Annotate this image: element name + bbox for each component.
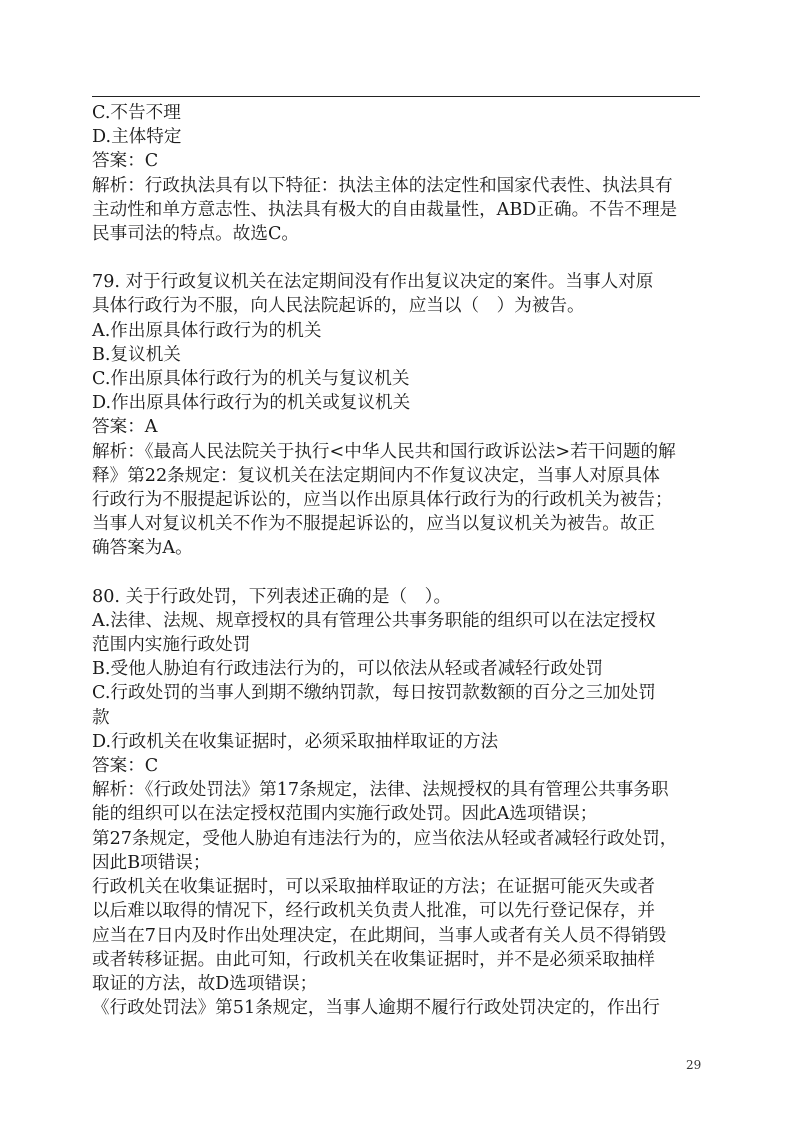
- q80-answer: 答案：C: [92, 756, 159, 777]
- page-number: 29: [686, 1058, 702, 1072]
- q80-analysis-line: 解析：《行政处罚法》第17条规定，法律、法规授权的具有管理公共事务职: [92, 780, 669, 801]
- header-rule: [92, 96, 700, 97]
- q79-stem-line: 具体行政行为不服，向人民法院起诉的，应当以（ ）为被告。: [92, 296, 585, 317]
- q80-analysis-line: 以后难以取得的情况下，经行政机关负责人批准，可以先行登记保存，并: [92, 901, 656, 922]
- q80-analysis-line: 取证的方法，故D选项错误；: [92, 973, 318, 994]
- q79-option-c: C.作出原具体行政行为的机关与复议机关: [92, 369, 410, 390]
- q80-analysis-line: 应当在7日内及时作出处理决定，在此期间，当事人或者有关人员不得销毁: [92, 925, 667, 946]
- q79-option-b: B.复议机关: [92, 344, 181, 365]
- q79-answer: 答案：A: [92, 417, 158, 438]
- q78-answer: 答案：C: [92, 151, 159, 172]
- q79-analysis-line: 行政行为不服提起诉讼的，应当以作出原具体行政行为的行政机关为被告；: [92, 490, 673, 511]
- paragraph-gap: [92, 561, 712, 585]
- q80-analysis-line: 或者转移证据。由此可知，行政机关在收集证据时，并不是必须采取抽样: [92, 949, 656, 970]
- q79-option-d: D.作出原具体行政行为的机关或复议机关: [92, 393, 411, 414]
- q78-option-d: D.主体特定: [92, 127, 182, 148]
- q80-stem: 80. 关于行政处罚，下列表述正确的是（ ）。: [92, 586, 452, 607]
- q78-option-c: C.不告不理: [92, 103, 181, 123]
- q80-option-d: D.行政机关在收集证据时，必须采取抽样取证的方法: [92, 731, 499, 752]
- q79-option-a: A.作出原具体行政行为的机关: [92, 320, 322, 341]
- q79-analysis-line: 释》第22条规定：复议机关在法定期间内不作复议决定，当事人对原具体: [92, 465, 660, 486]
- q78-analysis-line: 民事司法的特点。故选C。: [92, 224, 299, 245]
- q78-analysis-line: 解析：行政执法具有以下特征：执法主体的法定性和国家代表性、执法具有: [92, 175, 673, 196]
- q79-analysis-line: 确答案为A。: [92, 538, 193, 559]
- q80-option-a-cont: 范围内实施行政处罚: [92, 635, 251, 656]
- q79-stem-line: 79. 对于行政复议机关在法定期间没有作出复议决定的案件。当事人对原: [92, 272, 654, 293]
- page-content: [92, 101, 712, 1020]
- q80-analysis-line: 《行政处罚法》第51条规定，当事人逾期不履行行政处罚决定的，作出行: [92, 998, 660, 1019]
- q80-option-b: B.受他人胁迫有行政违法行为的，可以依法从轻或者减轻行政处罚: [92, 659, 604, 680]
- q80-option-c: C.行政处罚的当事人到期不缴纳罚款，每日按罚款数额的百分之三加处罚: [92, 683, 656, 704]
- q80-analysis-line: 行政机关在收集证据时，可以采取抽样取证的方法；在证据可能灭失或者: [92, 877, 656, 898]
- q80-analysis-line: 因此B项错误；: [92, 852, 211, 873]
- paragraph-gap: [92, 246, 712, 270]
- q79-analysis-line: 当事人对复议机关不作为不服提起诉讼的，应当以复议机关为被告。故正: [92, 514, 656, 535]
- q79-analysis-line: 解析：《最高人民法院关于执行<中华人民共和国行政诉讼法>若干问题的解: [92, 441, 676, 462]
- q80-analysis-line: 第27条规定，受他人胁迫有违法行为的，应当依法从轻或者减轻行政处罚，: [92, 828, 678, 849]
- q80-analysis-line: 能的组织可以在法定授权范围内实施行政处罚。因此A选项错误；: [92, 804, 598, 825]
- q80-option-c-cont: 款: [92, 707, 110, 728]
- q80-option-a: A.法律、法规、规章授权的具有管理公共事务职能的组织可以在法定授权: [92, 610, 656, 631]
- q78-analysis-line: 主动性和单方意志性、执法具有极大的自由裁量性，ABD正确。不告不理是: [92, 199, 678, 220]
